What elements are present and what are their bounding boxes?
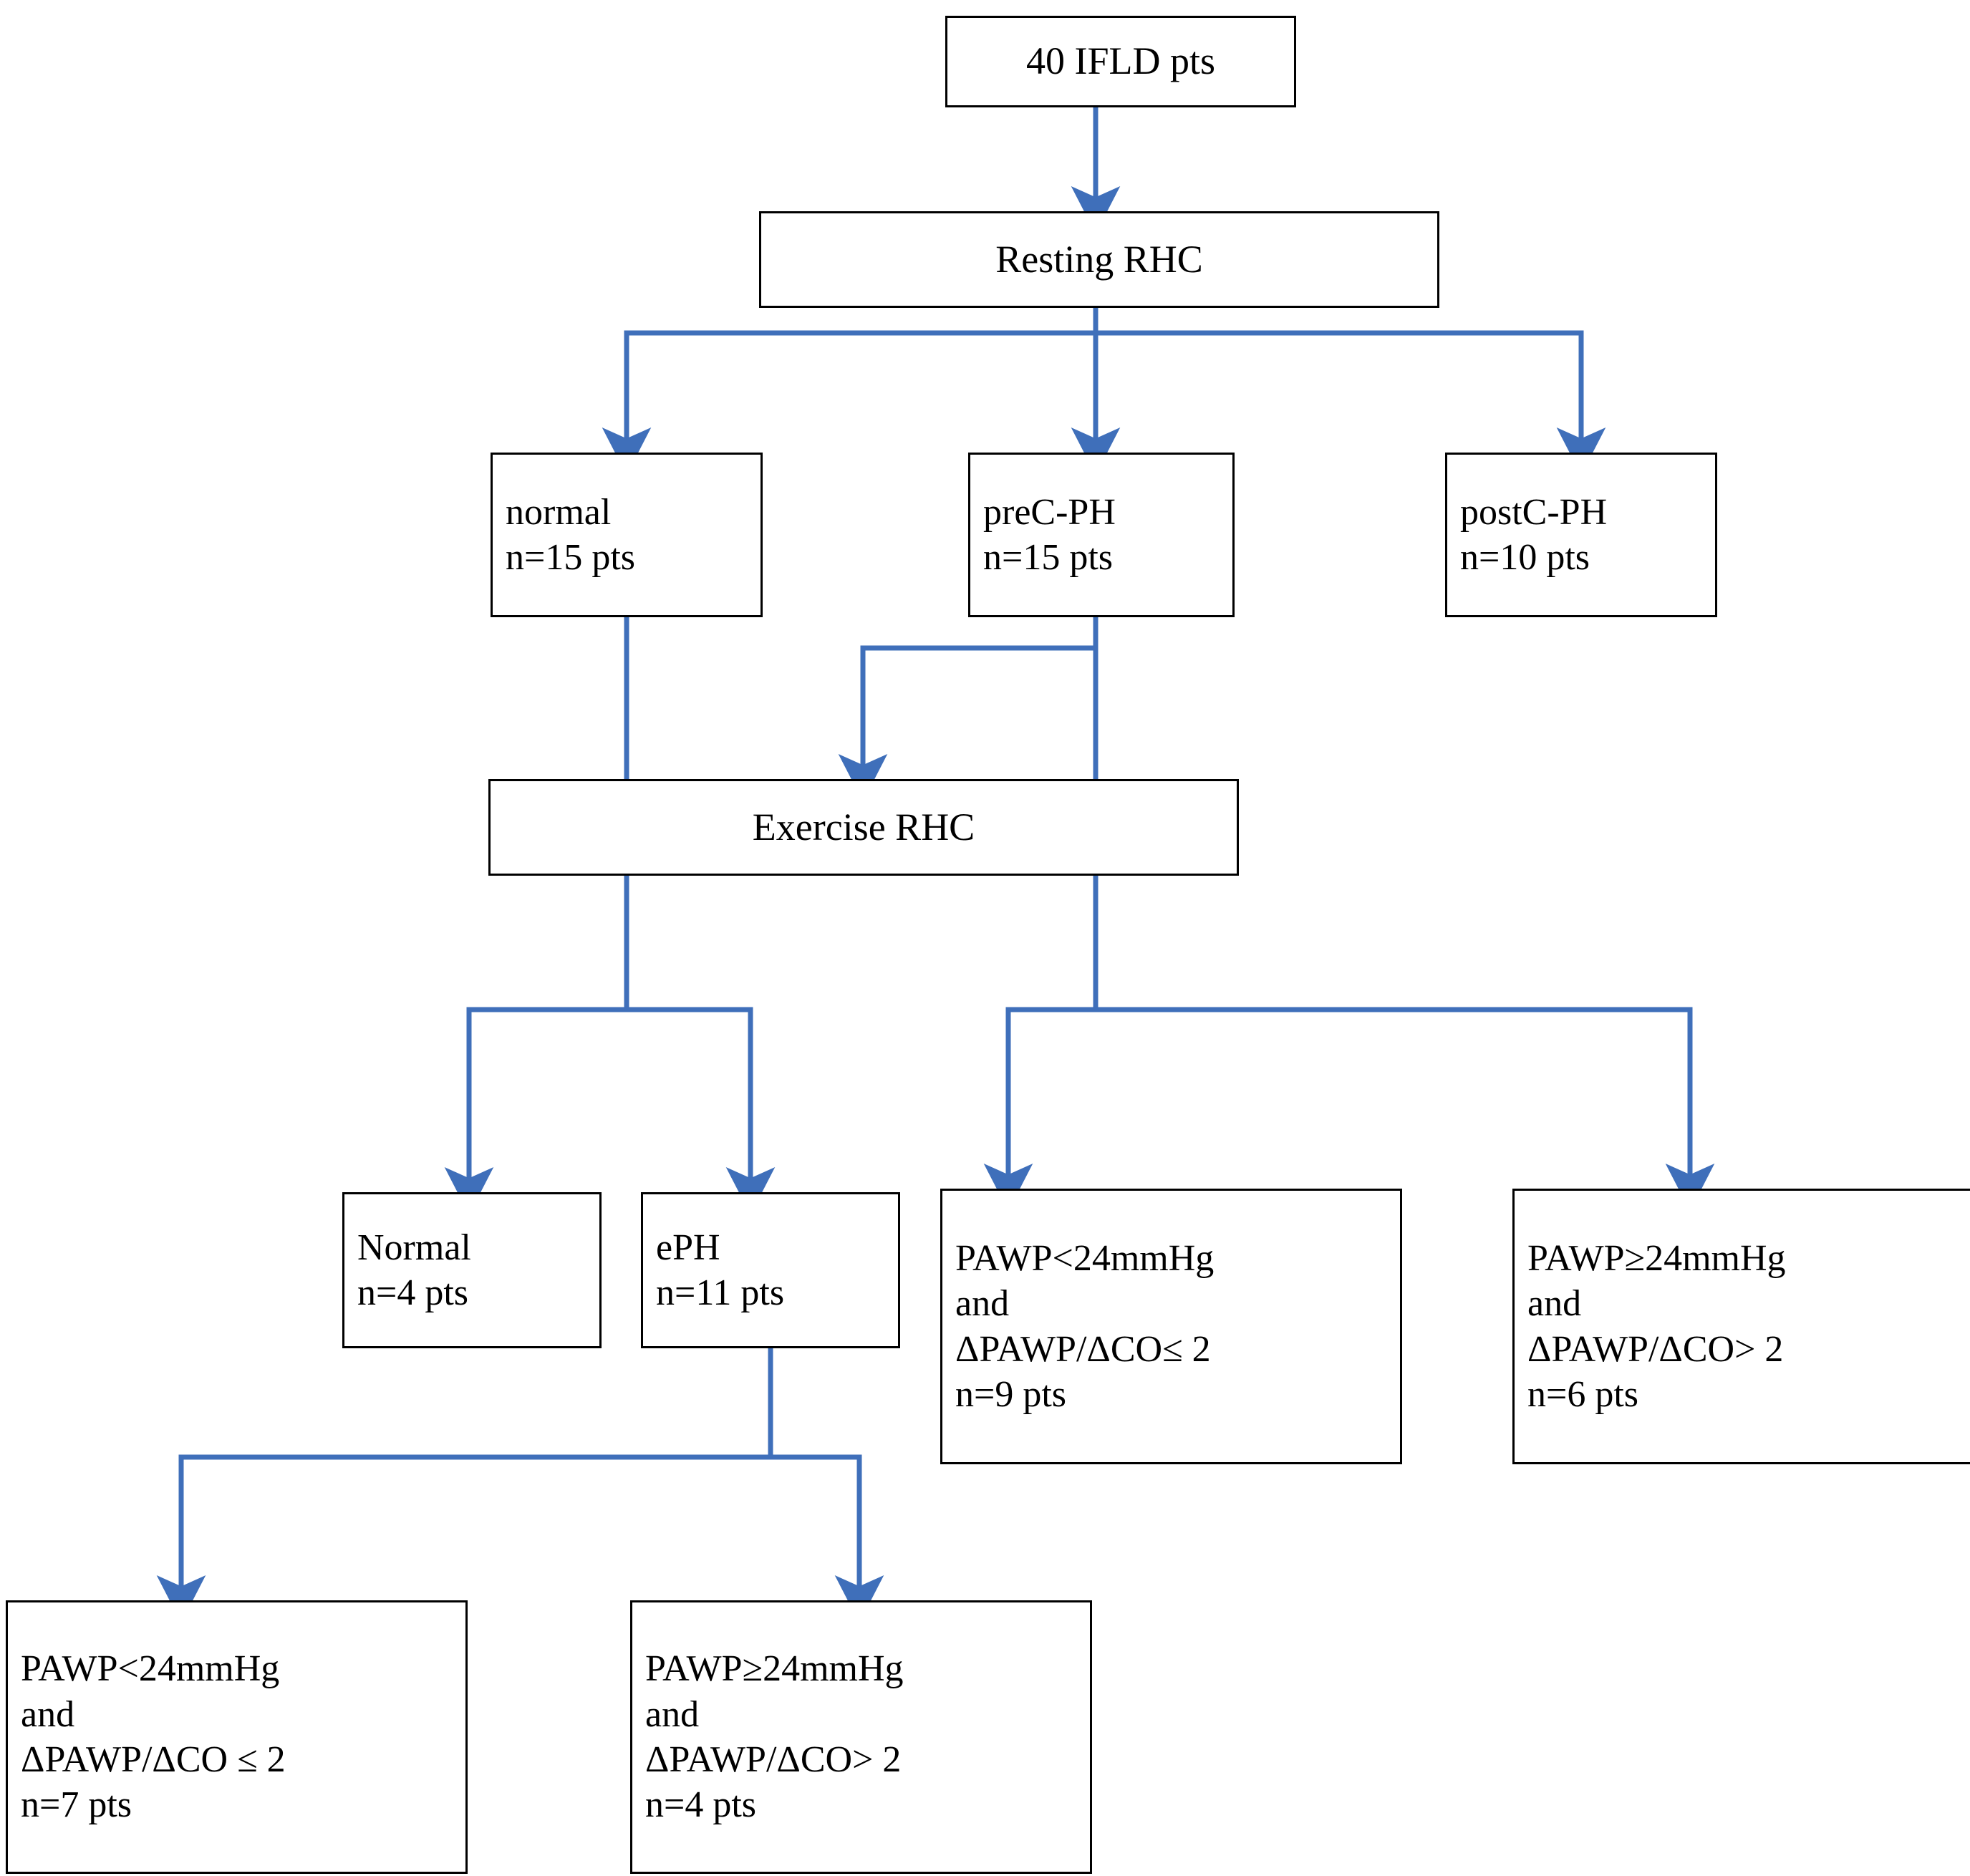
node-prec-pawp-high-line-3: n=6 pts xyxy=(1527,1373,1639,1415)
node-normal-rest-line-0: normal xyxy=(506,491,612,533)
node-prec-pawp-high xyxy=(1512,1189,1970,1464)
node-resting-rhc-line-0: Resting RHC xyxy=(995,237,1203,281)
node-resting-rhc xyxy=(759,211,1439,308)
node-postc-ph-line-1: n=10 pts xyxy=(1460,537,1590,578)
node-eph-pawp-high-line-1: and xyxy=(645,1693,700,1735)
node-postc-ph-line-0: postC-PH xyxy=(1460,491,1608,533)
node-eph-pawp-low-line-0: PAWP<24mmHg xyxy=(21,1648,280,1690)
node-normal-rest-line-1: n=15 pts xyxy=(506,537,636,578)
node-prec-pawp-low-line-2: ΔPAWP/ΔCO≤ 2 xyxy=(955,1328,1211,1370)
node-eph-line-0: ePH xyxy=(656,1227,720,1268)
node-eph-pawp-high-line-0: PAWP≥24mmHg xyxy=(645,1648,904,1690)
node-prec-pawp-low-line-0: PAWP<24mmHg xyxy=(955,1237,1215,1279)
node-postc-ph xyxy=(1445,453,1717,617)
node-eph xyxy=(641,1192,900,1348)
node-exercise-rhc xyxy=(488,779,1239,876)
node-eph-pawp-low xyxy=(6,1600,468,1874)
node-prec-pawp-high-line-2: ΔPAWP/ΔCO> 2 xyxy=(1527,1328,1784,1370)
node-prec-pawp-low xyxy=(940,1189,1402,1464)
node-prec-ph xyxy=(968,453,1235,617)
node-prec-pawp-low-line-3: n=9 pts xyxy=(955,1373,1067,1415)
node-prec-pawp-high-line-1: and xyxy=(1527,1283,1582,1325)
node-exercise-rhc-line-0: Exercise RHC xyxy=(752,805,975,848)
node-eph-pawp-high-line-3: n=4 pts xyxy=(645,1784,757,1826)
node-prec-ph-line-0: preC-PH xyxy=(983,491,1116,533)
node-eph-pawp-low-line-3: n=7 pts xyxy=(21,1784,132,1826)
node-normal-exercise-line-0: Normal xyxy=(357,1227,471,1268)
node-normal-exercise xyxy=(342,1192,602,1348)
node-prec-pawp-low-line-1: and xyxy=(955,1283,1010,1325)
node-normal-exercise-line-1: n=4 pts xyxy=(357,1272,469,1313)
node-prec-pawp-high-line-0: PAWP≥24mmHg xyxy=(1527,1237,1786,1279)
node-eph-pawp-high xyxy=(630,1600,1092,1874)
node-40-ifld-pts-line-0: 40 IFLD pts xyxy=(1025,39,1215,83)
node-eph-line-1: n=11 pts xyxy=(656,1272,785,1313)
node-normal-rest xyxy=(491,453,763,617)
node-eph-pawp-low-line-1: and xyxy=(21,1693,75,1735)
node-eph-pawp-low-line-2: ΔPAWP/ΔCO ≤ 2 xyxy=(21,1739,286,1780)
node-prec-ph-line-1: n=15 pts xyxy=(983,537,1114,578)
node-eph-pawp-high-line-2: ΔPAWP/ΔCO> 2 xyxy=(645,1739,902,1780)
node-40-ifld-pts xyxy=(945,16,1296,107)
